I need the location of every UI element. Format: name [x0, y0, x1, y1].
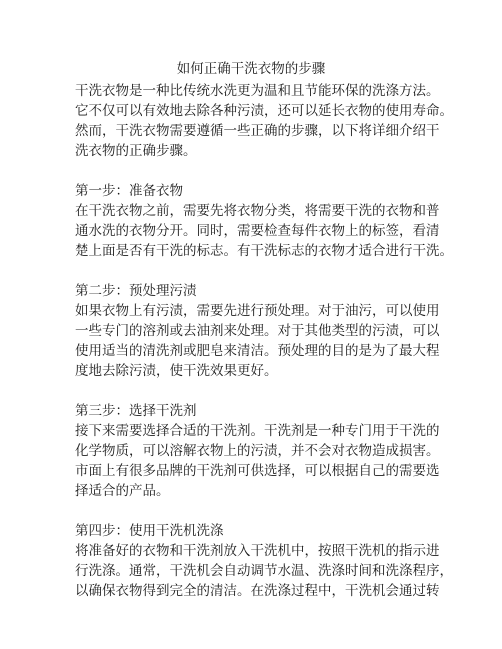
paragraph-line: 接下来需要选择合适的干洗剂。干洗剂是一种专门用于干洗的 — [75, 423, 440, 439]
paragraph-line: 以确保衣物得到完全的清洁。在洗涤过程中，干洗机会通过转 — [75, 583, 440, 599]
paragraph-line: 如果衣物上有污渍，需要先进行预处理。对于油污，可以使用 — [75, 303, 440, 319]
paragraph-line: 化学物质，可以溶解衣物上的污渍，并不会对衣物造成损害。 — [75, 443, 440, 459]
paragraph-line: 通水洗的衣物分开。同时，需要检查每件衣物上的标签，看清 — [75, 223, 440, 239]
section-heading-step-1: 第一步：准备衣物 — [75, 183, 183, 199]
paragraph-line: 使用适当的清洗剂或肥皂来清洁。预处理的目的是为了最大程 — [75, 343, 440, 359]
document-title: 如何正确干洗衣物的步骤 — [176, 61, 326, 77]
intro-paragraph — [75, 81, 453, 161]
paragraph-line: 度地去除污渍，使干洗效果更好。 — [75, 363, 278, 379]
paragraph-line: 在干洗衣物之前，需要先将衣物分类，将需要干洗的衣物和普 — [75, 203, 440, 219]
section-paragraph-step-3 — [75, 421, 440, 501]
section-heading-step-3: 第三步：选择干洗剂 — [75, 403, 197, 419]
section-heading-step-2: 第二步：预处理污渍 — [75, 283, 197, 299]
paragraph-line: 将准备好的衣物和干洗剂放入干洗机中，按照干洗机的指示进 — [75, 543, 440, 559]
paragraph-line: 一些专门的溶剂或去油剂来处理。对于其他类型的污渍，可以 — [75, 323, 440, 339]
section-heading-step-4: 第四步：使用干洗机洗涤 — [75, 523, 224, 539]
section-paragraph-step-2 — [75, 301, 440, 381]
section-paragraph-step-4 — [75, 541, 453, 601]
paragraph-line: 干洗衣物是一种比传统水洗更为温和且节能环保的洗涤方法。 — [75, 83, 440, 99]
paragraph-line: 择适合的产品。 — [75, 483, 170, 499]
paragraph-line: 行洗涤。通常，干洗机会自动调节水温、洗涤时间和洗涤程序， — [75, 563, 453, 579]
paragraph-line: 市面上有很多品牌的干洗剂可供选择，可以根据自己的需要选 — [75, 463, 440, 479]
paragraph-line: 它不仅可以有效地去除各种污渍，还可以延长衣物的使用寿命。 — [75, 103, 453, 119]
paragraph-line: 洗衣物的正确步骤。 — [75, 143, 197, 159]
paragraph-line: 楚上面是否有干洗的标志。有干洗标志的衣物才适合进行干洗。 — [75, 243, 453, 259]
paragraph-line: 然而，干洗衣物需要遵循一些正确的步骤，以下将详细介绍干 — [75, 123, 440, 139]
section-paragraph-step-1 — [75, 201, 453, 261]
